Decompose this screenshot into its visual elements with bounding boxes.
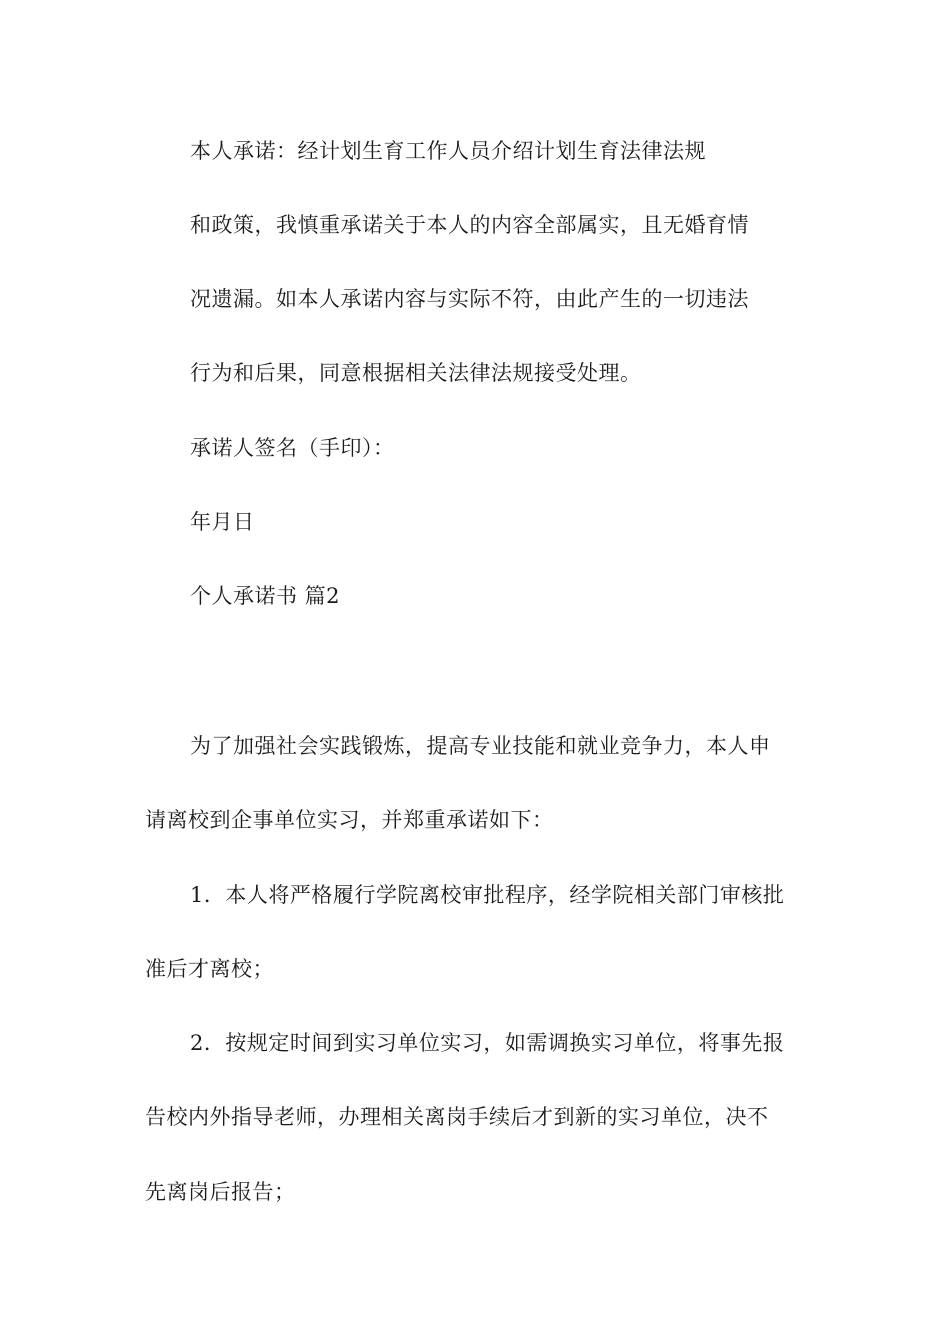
body-line-4: 准后才离校； [145, 957, 274, 981]
body-line-6: 告校内外指导老师，办理相关离岗手续后才到新的实习单位，决不 [145, 1105, 769, 1129]
body-line-7: 先离岗后报告； [145, 1180, 296, 1204]
date-label: 年月日 [190, 510, 255, 534]
body-line-5: 2．按规定时间到实习单位实习，如需调换实习单位，将事先报 [190, 1031, 785, 1055]
section-heading: 个人承诺书 篇2 [190, 584, 341, 608]
signature-label: 承诺人签名（手印）： [190, 436, 395, 460]
promise-paragraph-line-2: 和政策，我慎重承诺关于本人的内容全部属实，且无婚育情 [190, 213, 749, 237]
promise-paragraph-line-1: 本人承诺：经计划生育工作人员介绍计划生育法律法规 [190, 139, 706, 163]
promise-paragraph-line-4: 行为和后果，同意根据相关法律法规接受处理。 [190, 361, 642, 385]
promise-paragraph-line-3: 况遗漏。如本人承诺内容与实际不符，由此产生的一切违法 [190, 287, 749, 311]
body-line-3: 1．本人将严格履行学院离校审批程序，经学院相关部门审核批 [190, 883, 785, 907]
body-line-1: 为了加强社会实践锻炼，提高专业技能和就业竞争力，本人申 [190, 734, 771, 758]
body-line-2: 请离校到企事单位实习，并郑重承诺如下： [145, 808, 554, 832]
